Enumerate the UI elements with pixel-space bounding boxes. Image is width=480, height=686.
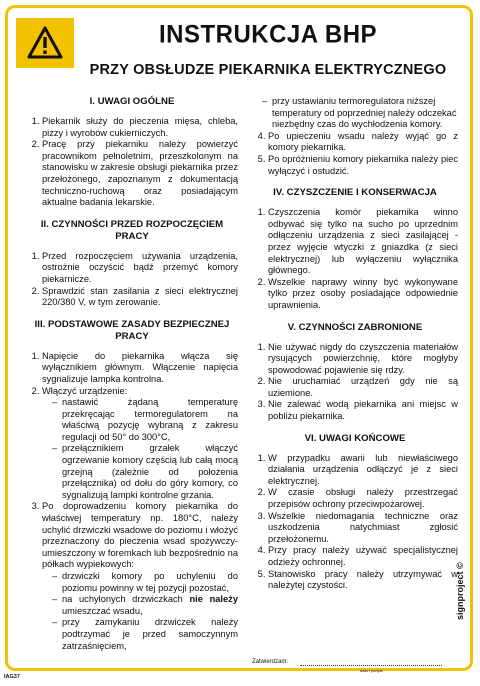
signature-line: [300, 665, 442, 666]
section-heading-safe-work: III. PODSTAWOWE ZASADY BEZPIECZNEJ PRACY: [34, 318, 230, 342]
list-item: 1. Czyszczenia komór piekarnika winno odbywać się tylko na sucho po uprzednim odłączeniu urządzenia z sieci zasilającej - przez wyjęcie wtyczki z gniazdka (z sieci elektrycznej) lub wyłączeniu wyłącznika głównego.: [268, 207, 458, 277]
document-code: IAG37: [4, 674, 20, 680]
warning-sign: [16, 18, 74, 68]
list-item: 1. Nie używać nigdy do czyszczenia materiałów rysujących powierzchnię, które mogłyby spowodować pojawienie się rdzy.: [268, 342, 458, 377]
section-heading-cleaning: IV. CZYSZCZENIE I KONSERWACJA: [273, 187, 437, 199]
section-heading-forbidden: V. CZYNNOŚCI ZABRONIONE: [287, 321, 423, 333]
section-heading-general: I. UWAGI OGÓLNE: [89, 96, 175, 107]
sublist-continued: [252, 96, 458, 131]
list-item: 1. Przed rozpoczęciem używania urządzenia, ostrożnie oczyścić bądź przemyć komory piekarnicze.: [42, 251, 238, 286]
section-heading-final: VI. UWAGI KOŃCOWE: [304, 432, 406, 444]
sublist-text: umieszczać wsadu,: [62, 605, 143, 616]
list-item: 1. Napięcie do piekarnika włącza się wyłącznikiem głównym. Włączenie napięcia sygnalizuje lampka kontrolna.: [42, 351, 238, 386]
list-item: 4. Przy pracy należy używać specjalistycznej odzieży ochronnej.: [268, 545, 458, 568]
list-item: 2. Wszelkie naprawy winny być wykonywane tylko przez osoby posiadające odpowiednie uprawnienia.: [268, 277, 458, 312]
section-heading-before-work: II. CZYNNOŚCI PRZED ROZPOCZĘCIEM PRACY: [40, 218, 224, 242]
approval-label: Zatwierdzam:: [252, 659, 289, 665]
list-forbidden: [252, 342, 458, 423]
sublist-text: na uchylonych drzwiczkach: [62, 594, 183, 605]
list-item: 2. Sprawdzić stan zasilania z sieci elektrycznej 220/380 V, w tym zerowanie.: [42, 286, 238, 309]
list-item: 1. W przypadku awarii lub niewłaściwego działania urządzenia odłączyć je z sieci elektrycznej.: [268, 453, 458, 488]
sublist-item: [52, 594, 238, 617]
sublist-item: – przełącznikiem grzałek włączyć ogrzewanie komory częścią lub całą mocą grzejną (zależnie od położenia przełącznika) od dołu do góry komory, co sygnalizują lampki kontrolne grzania.: [52, 443, 238, 501]
list-item-text: Po doprowadzeniu komory piekarnika do właściwej temperatury np. 180°C, należy uchylić drzwiczki wsadowe do poziomu i włożyć przeznaczony do pieczenia wsad spożywczy-umieszczony w foremkach lub bezpośrednio na półkach wypiekowych:: [42, 501, 238, 570]
list-final: [252, 453, 458, 592]
list-before-work: [26, 251, 238, 309]
list-item: 1. Piekarnik służy do pieczenia mięsa, chleba, pizzy i wyrobów cukierniczych.: [42, 116, 238, 139]
list-item: [42, 386, 238, 502]
brand-logo-text: [455, 608, 465, 620]
list-item: 2. W czasie obsługi należy przestrzegać przepisów ochrony przeciwpożarowej.: [268, 487, 458, 510]
date-sign-label: data i podpis: [360, 668, 383, 673]
list-cleaning: [252, 207, 458, 311]
list-item: 2. Pracę przy piekarniku należy powierzyć pracownikom pełnoletnim, przeszkolonym na stanowisku w zakresie obsługi piekarnika przez przełożonego, zapoznanym z dokumentacją techniczno-ruchową oraz posiadającym aktualne badania lekarskie.: [42, 139, 238, 209]
sublist-item: – przy ustawianiu termoregulatora niższej temperatury od poprzedniej należy odczekać niezbędny czas do wychłodzenia komory.: [262, 96, 458, 131]
list-safe-work: [26, 351, 238, 652]
list-item: 3. Nie zalewać wodą piekarnika ani miejsc w pobliżu piekarnika.: [268, 399, 458, 422]
list-item: 2. Nie uruchamiać urządzeń gdy nie są uziemione.: [268, 376, 458, 399]
emphasis-text: nie należy: [189, 594, 238, 605]
right-column: [252, 96, 458, 592]
list-item: 5. Po opróżnieniu komory piekarnika należy piec wyłączyć i ostudzić.: [268, 154, 458, 177]
list-item: [42, 501, 238, 652]
list-item: 5. Stanowisko pracy należy utrzymywać w należytej czystości.: [268, 569, 458, 592]
warning-triangle-icon: [27, 26, 63, 60]
sublist-item: – drzwiczki komory po uchyleniu do poziomu powinny w tej pozycji pozostać,: [52, 571, 238, 594]
list-item: 4. Po upieczeniu wsadu należy wyjąć go z komory piekarnika.: [268, 131, 458, 154]
left-column: [26, 96, 238, 652]
list-safe-work-continued: [252, 131, 458, 177]
sublist-item: – przy zamykaniu drzwiczek należy podtrzymać je przed samoczynnym zatrzaśnięciem,: [52, 617, 238, 652]
page-title: INSTRUKCJA BHP: [158, 20, 378, 49]
sublist: [42, 571, 238, 652]
sublist: [42, 397, 238, 501]
list-item: 3. Wszelkie niedomagania techniczne oraz uszkodzenia natychmiast zgłosić przełożonemu.: [268, 511, 458, 546]
page-subtitle: PRZY OBSŁUDZE PIEKARNIKA ELEKTRYCZNEGO: [89, 62, 447, 78]
list-item-text: Włączyć urządzenie:: [42, 385, 128, 396]
list-general: [26, 116, 238, 209]
sublist-item: – nastawić żądaną temperaturę przekręcając termoregulatorem na właściwą pozycję wybraną z zakresu regulacji od 50° do 300°C,: [52, 397, 238, 443]
